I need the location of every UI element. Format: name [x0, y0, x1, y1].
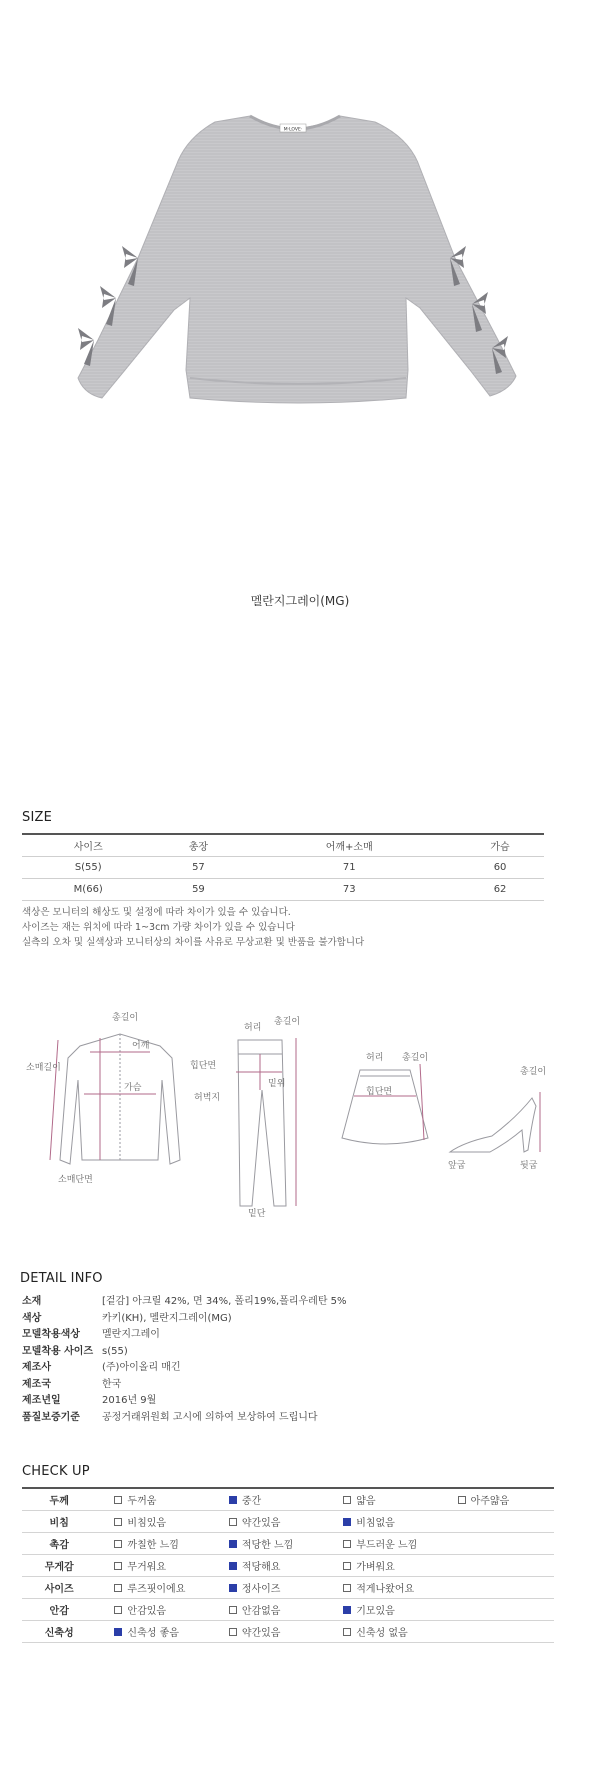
detail-info — [22, 1294, 347, 1426]
detail-value: 카키(KH), 멜란지그레이(MG) — [102, 1312, 232, 1324]
size-cell: 71 — [342, 862, 356, 873]
color-caption: 멜란지그레이(MG) — [250, 594, 350, 608]
checkbox-empty-icon — [114, 1606, 122, 1614]
empty-cell — [440, 1621, 554, 1643]
size-header-cell: 가슴 — [490, 842, 510, 853]
check-option-label: 무거워요 — [127, 1562, 167, 1573]
check-option-label: 루즈핏이에요 — [127, 1584, 186, 1595]
checkbox-checked-icon — [343, 1518, 351, 1526]
detail-value: 공정거래위원회 고시에 의하여 보상하여 드립니다 — [102, 1411, 318, 1423]
check-option — [211, 1555, 325, 1577]
size-section-title: SIZE — [22, 810, 53, 825]
check-option-label: 적당한 느낌 — [241, 1540, 294, 1551]
size-table-header — [22, 834, 544, 857]
check-option — [325, 1511, 439, 1533]
checkbox-checked-icon — [114, 1628, 122, 1636]
check-option — [325, 1533, 439, 1555]
size-notes — [22, 905, 364, 950]
check-option-label: 부드러운 느낌 — [356, 1540, 418, 1551]
checkbox-empty-icon — [229, 1518, 237, 1526]
size-cell: 59 — [192, 884, 205, 895]
checkbox-checked-icon — [343, 1606, 351, 1614]
detail-key: 제조년일 — [22, 1395, 61, 1406]
detail-key: 모델착용색상 — [22, 1329, 80, 1340]
checkbox-empty-icon — [229, 1606, 237, 1614]
empty-cell — [440, 1533, 554, 1555]
check-option-label: 까칠한 느낌 — [127, 1540, 179, 1551]
check-option — [211, 1488, 325, 1511]
brand-logo: M·LOVE· — [283, 127, 303, 133]
label-chest: 가슴 — [124, 1083, 142, 1093]
detail-key: 색상 — [22, 1312, 42, 1324]
label-back-heel: 뒷굽 — [520, 1161, 538, 1171]
empty-cell — [440, 1599, 554, 1621]
check-option — [211, 1533, 325, 1555]
detail-value: (주)아이올리 매긴 — [102, 1362, 181, 1373]
checkbox-empty-icon — [114, 1518, 122, 1526]
check-option-label: 정사이즈 — [241, 1584, 281, 1595]
label-skirt-hip: 힙단면 — [366, 1087, 393, 1097]
checkbox-empty-icon — [229, 1628, 237, 1636]
product-image — [40, 108, 560, 438]
empty-cell — [440, 1577, 554, 1599]
check-label: 사이즈 — [44, 1584, 74, 1595]
size-cell: S(55) — [74, 862, 102, 873]
check-option-label: 적당해요 — [241, 1562, 281, 1573]
detail-value: 한국 — [102, 1378, 122, 1390]
check-option-label: 기모있음 — [356, 1606, 395, 1617]
table-row — [22, 1511, 554, 1533]
label-sleeve-length: 소매길이 — [26, 1063, 61, 1073]
table-row — [22, 1599, 554, 1621]
check-option — [325, 1488, 439, 1511]
check-option — [96, 1511, 210, 1533]
detail-row — [22, 1393, 347, 1410]
check-option — [211, 1599, 325, 1621]
label-hip: 힙단면 — [190, 1061, 217, 1071]
checkbox-empty-icon — [114, 1562, 122, 1570]
check-option-label: 비침없음 — [356, 1518, 395, 1529]
check-option — [211, 1621, 325, 1643]
checkbox-checked-icon — [229, 1562, 237, 1570]
size-cell: 62 — [493, 884, 507, 895]
label-total-length: 총길이 — [112, 1013, 139, 1023]
detail-key: 품질보증기준 — [22, 1411, 80, 1423]
table-row — [22, 857, 544, 879]
checkbox-empty-icon — [114, 1496, 122, 1504]
size-cell: 73 — [342, 884, 356, 895]
size-cell: 57 — [192, 862, 205, 873]
empty-cell — [440, 1511, 554, 1533]
label-waist: 허리 — [244, 1023, 262, 1033]
size-cell: 60 — [493, 862, 507, 873]
check-option-label: 안감없음 — [241, 1606, 281, 1617]
check-option-label: 중간 — [241, 1496, 262, 1507]
check-option — [96, 1488, 210, 1511]
size-header-cell: 총장 — [188, 842, 209, 853]
label-skirt-waist: 허리 — [366, 1053, 384, 1063]
check-option-label: 적게나왔어요 — [356, 1584, 415, 1595]
detail-row — [22, 1360, 347, 1377]
label-skirt-length: 총길이 — [402, 1053, 429, 1063]
check-label: 무게감 — [44, 1562, 74, 1573]
check-option-label: 가벼워요 — [356, 1562, 395, 1573]
size-table — [22, 833, 544, 901]
detail-value: 멜란지그레이 — [102, 1329, 160, 1340]
check-option — [325, 1599, 439, 1621]
checkbox-empty-icon — [343, 1540, 351, 1548]
checkbox-empty-icon — [114, 1584, 122, 1592]
size-cell: M(66) — [73, 884, 103, 895]
check-option-label: 신축성 없음 — [356, 1628, 408, 1639]
detail-value: s(55) — [102, 1345, 128, 1357]
detail-value: 2016년 9월 — [102, 1395, 157, 1406]
check-label: 신축성 — [44, 1628, 74, 1639]
table-row — [22, 1533, 554, 1555]
label-rise: 밑위 — [268, 1079, 286, 1089]
detail-row — [22, 1344, 347, 1361]
check-option — [325, 1555, 439, 1577]
table-row — [22, 1488, 554, 1511]
label-pants-length: 총길이 — [274, 1017, 301, 1027]
detail-value: [겉감] 아크릴 42%, 면 34%, 폴리19%,폴리우레탄 5% — [102, 1296, 347, 1307]
check-option — [211, 1577, 325, 1599]
checkbox-checked-icon — [229, 1540, 237, 1548]
checkbox-empty-icon — [343, 1584, 351, 1592]
note-line: 실측의 오차 및 실색상과 모니터상의 차이를 사유로 무상교환 및 반품을 불가합니다 — [22, 937, 365, 948]
check-option-label: 아주얇음 — [470, 1496, 510, 1507]
check-label: 두께 — [49, 1496, 69, 1507]
check-option — [440, 1488, 554, 1511]
check-option — [96, 1599, 210, 1621]
check-option-label: 얇음 — [356, 1496, 376, 1507]
check-option — [96, 1577, 210, 1599]
measurement-diagram — [20, 1010, 580, 1220]
check-option — [325, 1577, 439, 1599]
check-option-label: 비침있음 — [127, 1518, 167, 1529]
detail-section-title: DETAIL INFO — [20, 1271, 103, 1286]
detail-row — [22, 1294, 347, 1311]
table-row — [22, 1621, 554, 1643]
check-table — [22, 1487, 554, 1643]
check-option-label: 신축성 좋음 — [127, 1628, 179, 1639]
checkbox-empty-icon — [343, 1496, 351, 1504]
detail-row — [22, 1327, 347, 1344]
detail-key: 모델착용 사이즈 — [22, 1345, 94, 1357]
detail-row — [22, 1377, 347, 1394]
detail-row — [22, 1311, 347, 1328]
checkbox-empty-icon — [343, 1628, 351, 1636]
detail-row — [22, 1410, 347, 1427]
detail-key: 제조국 — [22, 1378, 51, 1390]
check-option — [96, 1555, 210, 1577]
checkbox-empty-icon — [458, 1496, 466, 1504]
label-hem: 밑단 — [248, 1209, 266, 1219]
table-row — [22, 879, 544, 901]
label-front-heel: 앞굽 — [448, 1161, 466, 1171]
label-cuff: 소매단면 — [58, 1175, 93, 1185]
check-label: 촉감 — [49, 1540, 69, 1551]
check-section-title: CHECK UP — [22, 1464, 90, 1479]
note-line: 색상은 모니터의 해상도 및 설정에 따라 차이가 있을 수 있습니다. — [22, 907, 291, 918]
check-option — [211, 1511, 325, 1533]
checkbox-checked-icon — [229, 1584, 237, 1592]
table-row — [22, 1555, 554, 1577]
check-option-label: 약간있음 — [241, 1518, 281, 1529]
check-option — [325, 1621, 439, 1643]
checkbox-empty-icon — [114, 1540, 122, 1548]
check-option — [96, 1621, 210, 1643]
label-thigh: 허벅지 — [194, 1093, 221, 1103]
check-option-label: 약간있음 — [241, 1628, 281, 1639]
note-line: 사이즈는 재는 위치에 따라 1~3cm 가량 차이가 있을 수 있습니다 — [22, 922, 295, 933]
check-option-label: 안감있음 — [127, 1606, 167, 1617]
table-row — [22, 1577, 554, 1599]
checkbox-empty-icon — [343, 1562, 351, 1570]
label-shoe-length: 총길이 — [520, 1067, 547, 1077]
detail-key: 제조사 — [22, 1362, 51, 1373]
size-header-cell: 어깨+소매 — [325, 842, 373, 853]
check-label: 비침 — [49, 1518, 69, 1529]
checkbox-checked-icon — [229, 1496, 237, 1504]
detail-key: 소재 — [22, 1296, 42, 1307]
check-option — [96, 1533, 210, 1555]
check-label: 안감 — [49, 1606, 69, 1617]
size-header-cell: 사이즈 — [73, 842, 103, 853]
label-shoulder: 어깨 — [132, 1041, 150, 1051]
check-option-label: 두꺼움 — [127, 1496, 157, 1507]
empty-cell — [440, 1555, 554, 1577]
